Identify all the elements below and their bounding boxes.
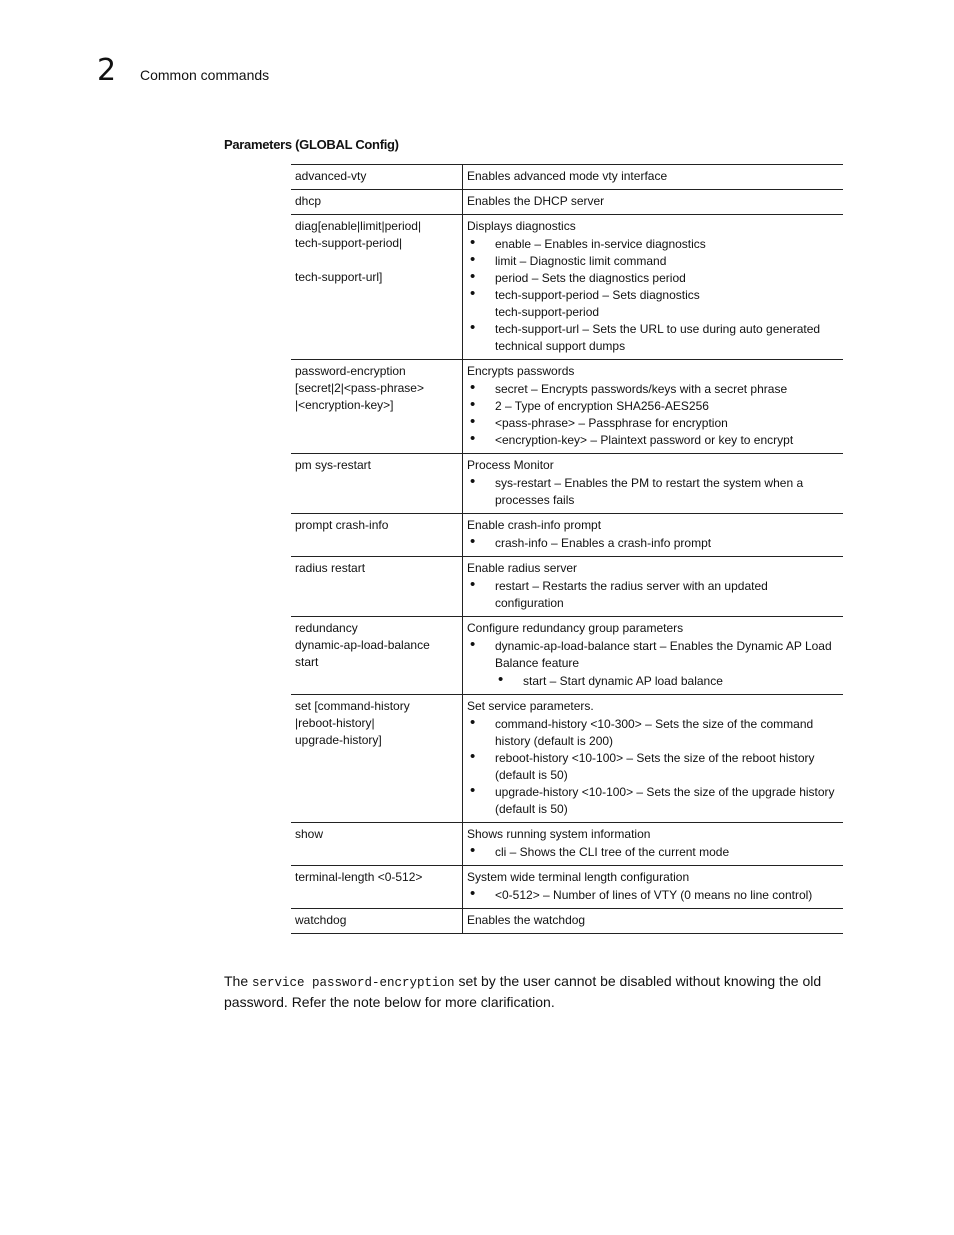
parameter-description [463,514,844,557]
parameter-name: radius restart [291,557,463,617]
description-intro: Configure redundancy group parameters [467,621,684,635]
description-intro: Shows running system information [467,827,651,841]
table-row [291,360,843,454]
parameter-description [463,190,844,215]
sub-bullet-item: • start – Start dynamic AP load balance [495,673,839,690]
bullet-item [467,236,839,253]
table-row [291,695,843,823]
bullet-text: enable – Enables in-service diagnostics [495,237,706,251]
bullet-list [467,475,839,509]
table-row [291,909,843,934]
bullet-list [467,716,839,818]
parameter-description [463,695,844,823]
bullet-item [467,784,839,818]
description-intro: Displays diagnostics [467,219,576,233]
parameter-name: prompt crash-info [291,514,463,557]
bullet-item [467,475,839,509]
note-code: service password-encryption [252,976,455,990]
table-row [291,454,843,514]
chapter-number: 2 [97,53,117,88]
parameter-description [463,454,844,514]
bullet-item [467,535,839,552]
table-row [291,866,843,909]
description-intro: Encrypts passwords [467,364,575,378]
bullet-text: dynamic-ap-load-balance start – Enables the Dynamic AP Load Balance feature [495,639,832,670]
parameter-description [463,909,844,934]
bullet-item [467,432,839,449]
bullet-item [467,716,839,750]
section-title: Parameters (GLOBAL Config) [224,137,399,152]
bullet-text: sys-restart – Enables the PM to restart the system when a processes fails [495,476,804,507]
table-row [291,823,843,866]
bullet-list [467,844,839,861]
parameter-name: pm sys-restart [291,454,463,514]
note-paragraph [224,972,854,1012]
bullet-item [467,844,839,861]
parameter-description [463,617,844,695]
parameter-name: diag[enable|limit|period| tech-support-period| tech-support-url] [291,215,463,360]
parameter-name: redundancy dynamic-ap-load-balance start [291,617,463,695]
sub-bullet-list [495,673,839,690]
bullet-text: cli – Shows the CLI tree of the current mode [495,845,730,859]
bullet-text: restart – Restarts the radius server with an updated configuration [495,579,768,610]
table-row [291,215,843,360]
bullet-list [467,535,839,552]
table-row [291,617,843,695]
bullet-text: upgrade-history <10-100> – Sets the size of the upgrade history (default is 50) [495,785,835,816]
bullet-text: secret – Encrypts passwords/keys with a secret phrase [495,382,788,396]
bullet-item [467,287,839,321]
bullet-text: crash-info – Enables a crash-info prompt [495,536,712,550]
bullet-list [467,578,839,612]
bullet-item [467,887,839,904]
bullet-text: command-history <10-300> – Sets the size of the command history (default is 200) [495,717,814,748]
description-intro: Enables the watchdog [467,913,586,927]
parameter-description [463,165,844,190]
table-row [291,190,843,215]
chapter-title: Common commands [140,67,270,83]
bullet-item [467,415,839,432]
bullet-list [467,381,839,449]
parameter-name: dhcp [291,190,463,215]
description-intro: Process Monitor [467,458,554,472]
description-intro: Enables advanced mode vty interface [467,169,668,183]
bullet-text: period – Sets the diagnostics period [495,271,686,285]
parameter-name: show [291,823,463,866]
bullet-text: <pass-phrase> – Passphrase for encryption [495,416,728,430]
bullet-item [467,321,839,355]
parameter-name: watchdog [291,909,463,934]
bullet-list [467,887,839,904]
table-row [291,557,843,617]
bullet-item [467,750,839,784]
table-row [291,165,843,190]
bullet-text: limit – Diagnostic limit command [495,254,667,268]
parameters-table [291,164,843,934]
parameter-name: advanced-vty [291,165,463,190]
parameter-description [463,360,844,454]
bullet-text: 2 – Type of encryption SHA256-AES256 [495,399,709,413]
description-intro: Set service parameters. [467,699,594,713]
table-row [291,514,843,557]
bullet-item [467,398,839,415]
parameter-description [463,823,844,866]
bullet-text: <encryption-key> – Plaintext password or key to encrypt [495,433,794,447]
note-text-before: The [224,973,253,989]
parameter-description [463,866,844,909]
note-text-after: set by the user cannot be disabled without knowing the old password. Refer the note below for more clarification. [224,973,822,1010]
bullet-item [467,578,839,612]
parameter-name: password-encryption [secret|2|<pass-phrase> |<encryption-key>] [291,360,463,454]
bullet-text: tech-support-period – Sets diagnostics tech-support-period [495,288,700,319]
bullet-list [467,638,839,690]
description-intro: Enables the DHCP server [467,194,605,208]
bullet-item [467,638,839,690]
description-intro: Enable crash-info prompt [467,518,602,532]
parameter-name: set [command-history |reboot-history| upgrade-history] [291,695,463,823]
bullet-item [467,270,839,287]
bullet-text: <0-512> – Number of lines of VTY (0 means no line control) [495,888,813,902]
description-intro: Enable radius server [467,561,578,575]
parameter-description [463,215,844,360]
bullet-list [467,236,839,355]
bullet-item [467,253,839,270]
bullet-text: reboot-history <10-100> – Sets the size of the reboot history (default is 50) [495,751,815,782]
bullet-item [467,381,839,398]
parameter-description [463,557,844,617]
parameter-name: terminal-length <0-512> [291,866,463,909]
bullet-text: tech-support-url – Sets the URL to use during auto generated technical support dumps [495,322,821,353]
description-intro: System wide terminal length configuration [467,870,690,884]
